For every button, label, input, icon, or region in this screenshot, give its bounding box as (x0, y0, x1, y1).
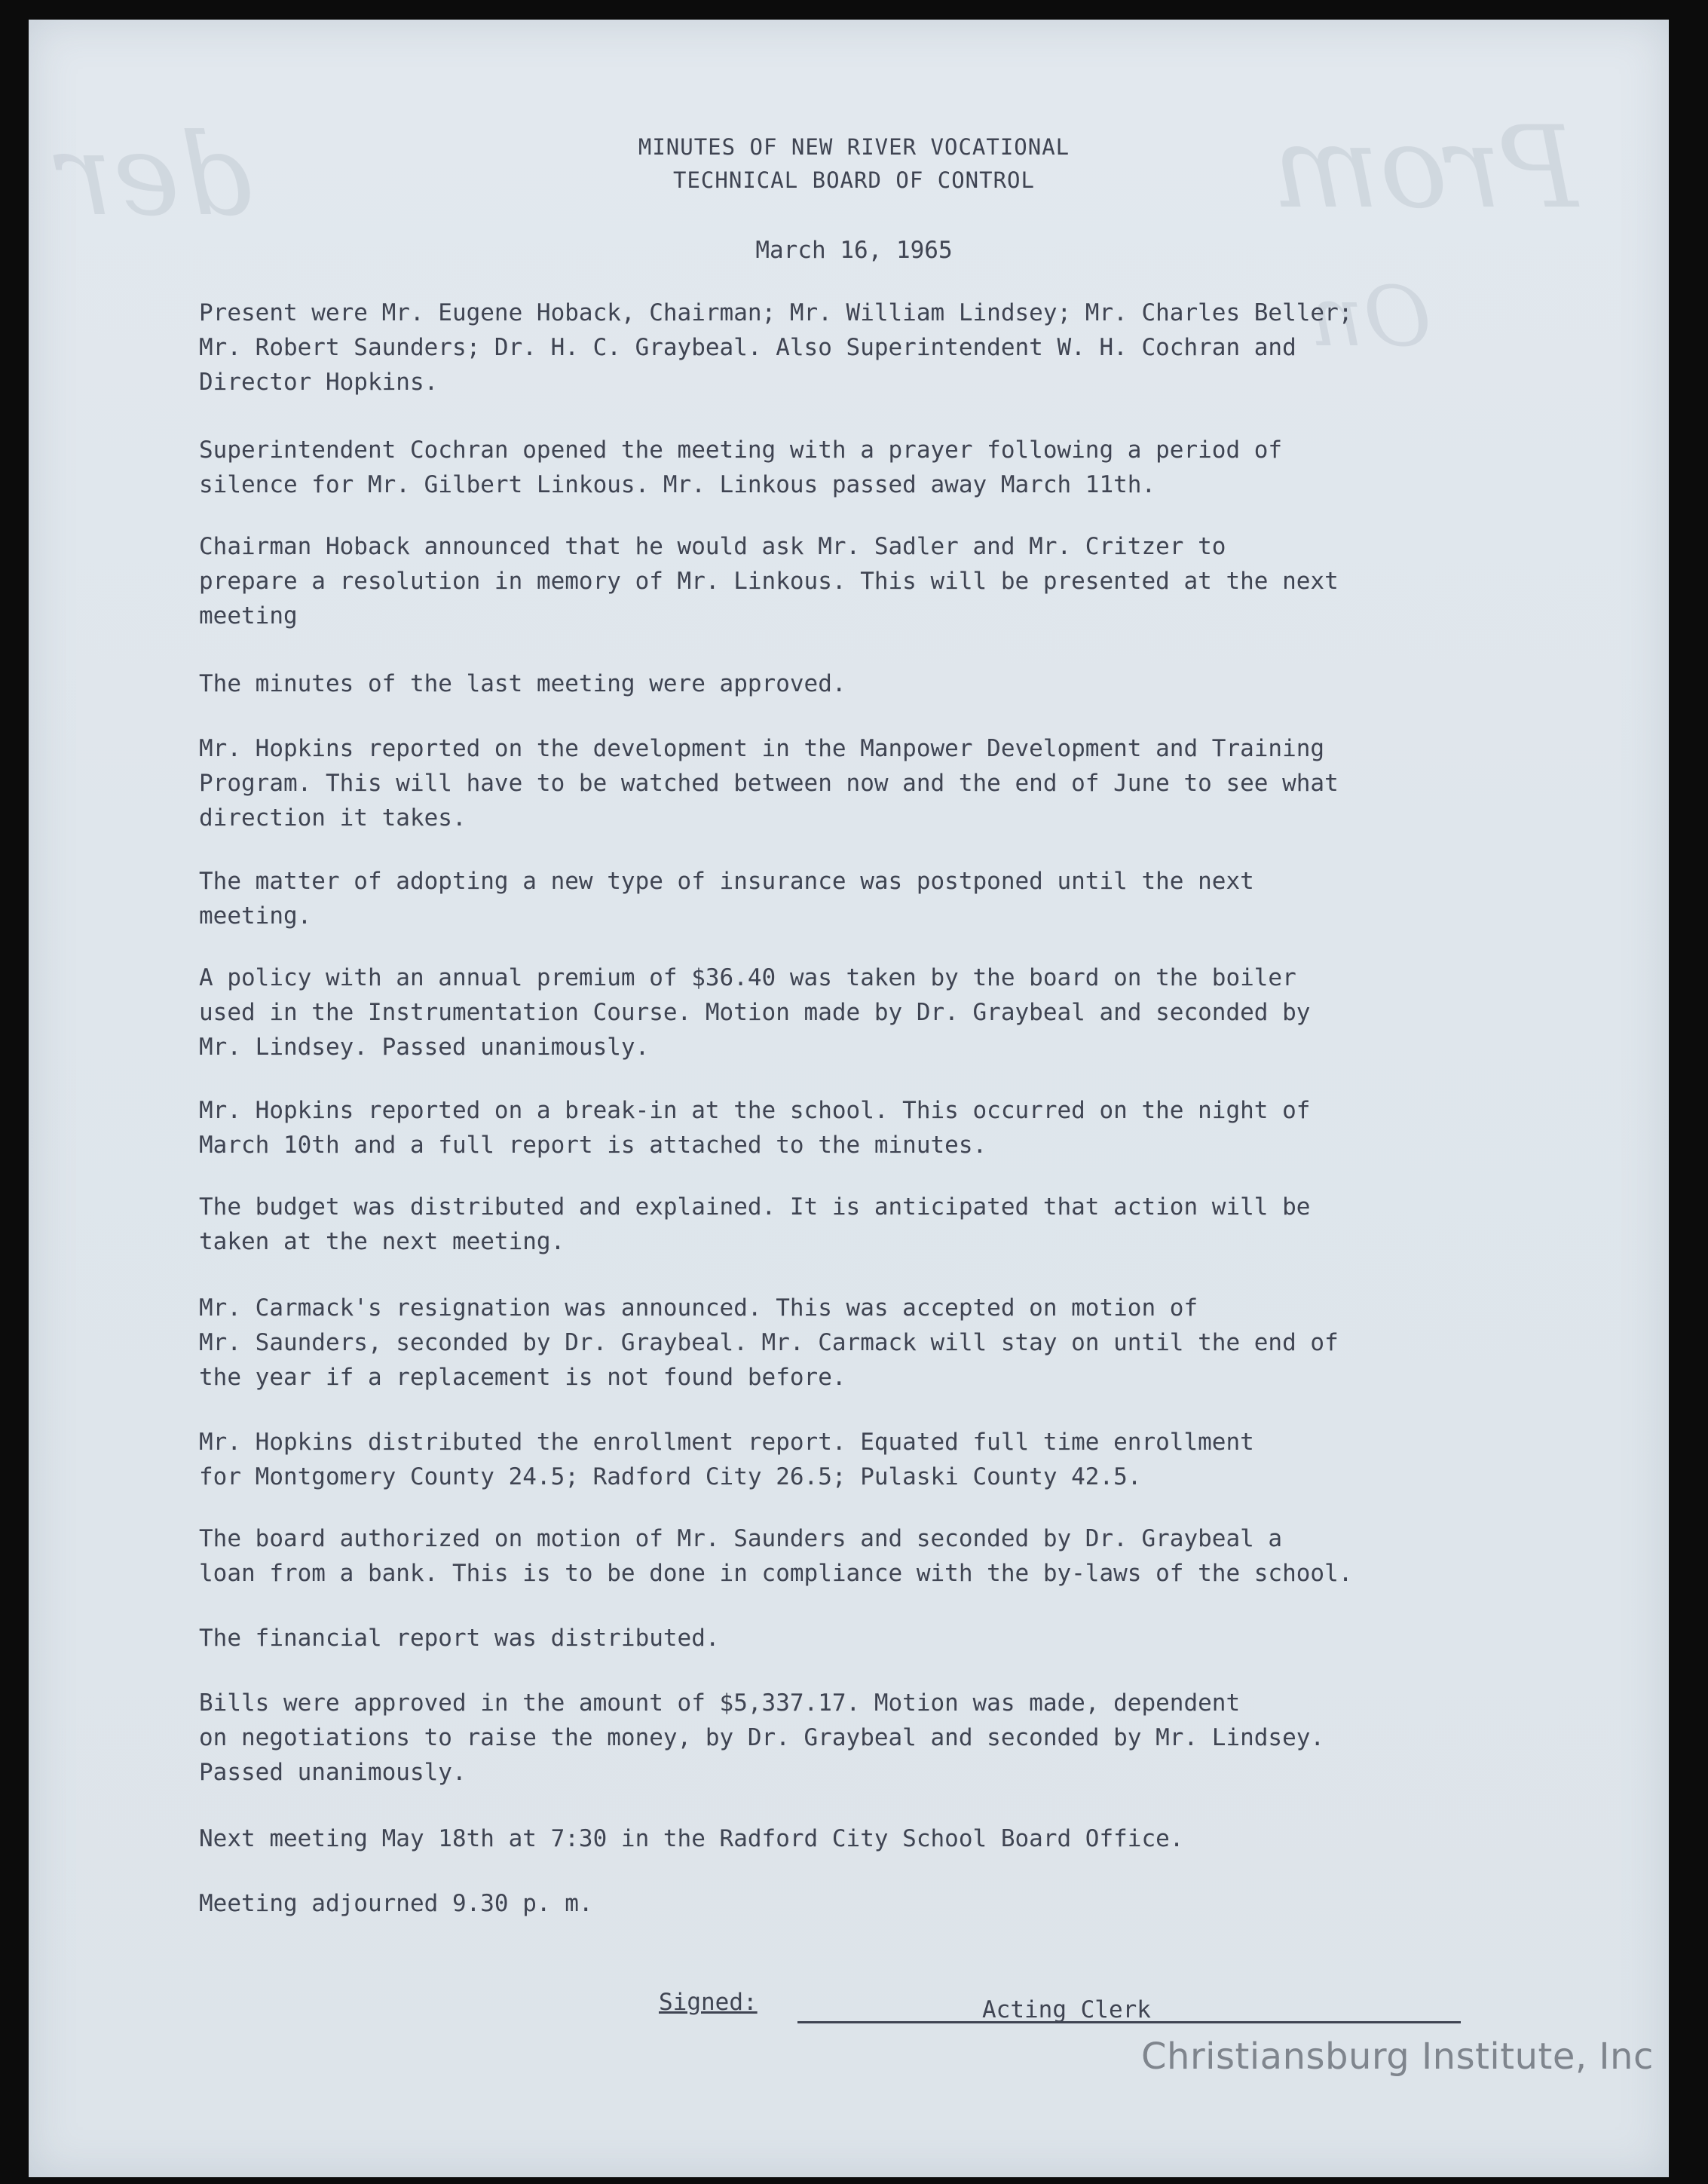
paragraph-policy: A policy with an annual premium of $36.40 was taken by the board on the boiler used in the Instrumentation Course. Motion made by Dr. Graybeal and seconded by Mr. Lindsey. Passed unanimously. (199, 964, 1311, 1061)
paragraph-minutes-approved: The minutes of the last meeting were approved. (199, 670, 846, 697)
paragraph-manpower: Mr. Hopkins reported on the development in the Manpower Development and Training Program. This will have to be watched between now and the end of June to see what direction it takes. (199, 735, 1339, 832)
minutes-document (29, 20, 1669, 2177)
paragraph-financial-report: The financial report was distributed. (199, 1625, 720, 1652)
paragraph-loan: The board authorized on motion of Mr. Saunders and seconded by Dr. Graybeal a loan from a bank. This is to be done in compliance with the by-laws of the school. (199, 1525, 1353, 1587)
acting-clerk-label: Acting Clerk (982, 1996, 1151, 2023)
paragraph-resignation: Mr. Carmack's resignation was announced. This was accepted on motion of Mr. Saunders, seconded by Dr. Graybeal. Mr. Carmack will stay on until the end of the year if a replacement is not found before. (199, 1294, 1339, 1391)
paragraph-break-in: Mr. Hopkins reported on a break-in at the school. This occurred on the night of March 10th and a full report is attached to the minutes. (199, 1097, 1311, 1159)
watermark: Christiansburg Institute, Inc (1141, 2035, 1654, 2078)
title-line-1: MINUTES OF NEW RIVER VOCATIONAL (638, 134, 1070, 160)
paragraph-resolution: Chairman Hoback announced that he would ask Mr. Sadler and Mr. Critzer to prepare a resolution in memory of Mr. Linkous. This will be presented at the next meeting (199, 533, 1339, 629)
paragraph-opening: Superintendent Cochran opened the meeting with a prayer following a period of silence for Mr. Gilbert Linkous. Mr. Linkous passed away March 11th. (199, 436, 1283, 498)
paragraph-budget: The budget was distributed and explained. It is anticipated that action will be taken at the next meeting. (199, 1193, 1311, 1255)
signed-label: Signed: (659, 1989, 758, 2016)
paragraph-bills: Bills were approved in the amount of $5,337.17. Motion was made, dependent on negotiations to raise the money, by Dr. Graybeal and seconded by Mr. Lindsey. Passed unanimously. (199, 1689, 1325, 1786)
meeting-date: March 16, 1965 (755, 237, 953, 264)
show-through-ink: On (1310, 268, 1432, 365)
paragraph-insurance: The matter of adopting a new type of insurance was postponed until the next meeting. (199, 868, 1254, 930)
show-through-ink: der (59, 110, 253, 241)
title-line-2: TECHNICAL BOARD OF CONTROL (673, 167, 1035, 193)
paragraph-attendance: Present were Mr. Eugene Hoback, Chairman; Mr. William Lindsey; Mr. Charles Beller; Mr. Robert Saunders; Dr. H. C. Graybeal. Also Superintendent W. H. Cochran and Director Hopkins. (199, 299, 1353, 396)
show-through-ink: Prom (1272, 103, 1578, 234)
paragraph-next-meeting: Next meeting May 18th at 7:30 in the Radford City School Board Office. (199, 1825, 1184, 1852)
paragraph-adjourned: Meeting adjourned 9.30 p. m. (199, 1890, 593, 1917)
paragraph-enrollment: Mr. Hopkins distributed the enrollment report. Equated full time enrollment for Montgomery County 24.5; Radford City 26.5; Pulaski County 42.5. (199, 1429, 1254, 1490)
paper-sheet (29, 20, 1669, 2177)
